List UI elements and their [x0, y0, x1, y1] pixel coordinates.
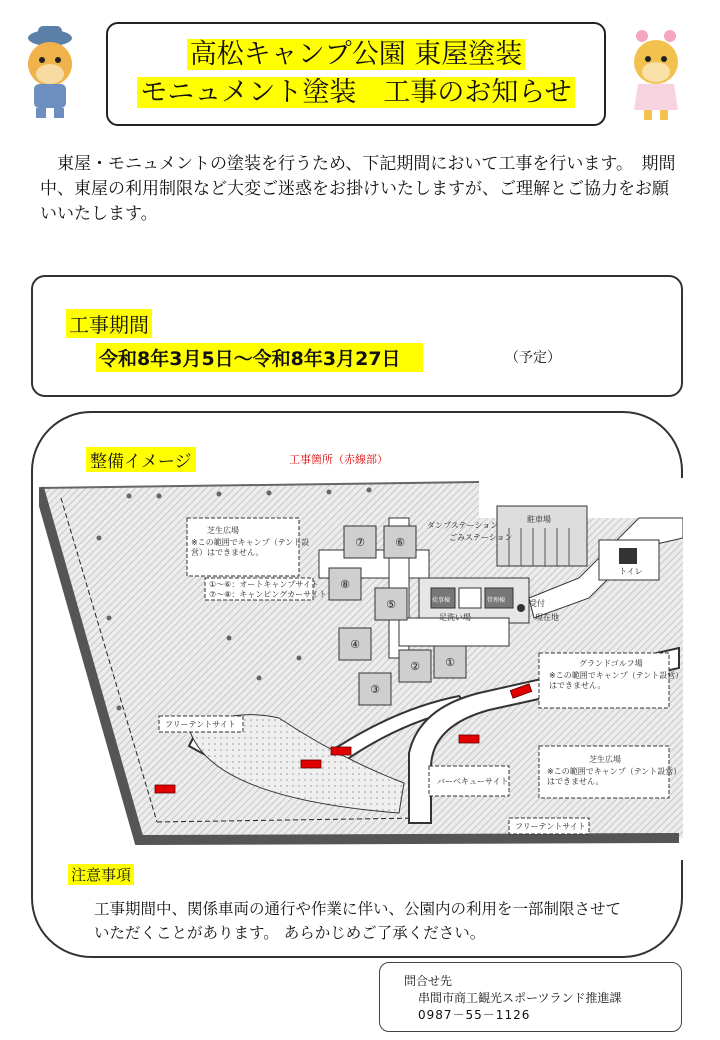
legend-autocamp: ①～⑥：オートキャンプサイト — [209, 580, 319, 589]
construction-marker — [155, 785, 175, 793]
label-shibafu-1: 芝生広場 — [207, 526, 239, 535]
label-ground-golf-note-1: ※この範囲でキャンプ（テント設営） — [549, 671, 683, 680]
site-number-7: ⑦ — [355, 536, 365, 549]
site-number-3: ③ — [370, 683, 380, 696]
label-shibafu-2-note-1: ※この範囲でキャンプ（テント設営） — [547, 767, 682, 776]
label-shibafu-2-note-2: はできません。 — [547, 777, 604, 786]
site-number-5: ⑤ — [386, 598, 396, 611]
label-ground-golf: グランドゴルフ場 — [579, 659, 643, 668]
label-current-location: 現在地 — [535, 613, 559, 622]
mascot-horse-girl-icon — [620, 24, 692, 124]
label-washing: 足洗い場 — [439, 613, 471, 622]
label-bbq: バーベキューサイト — [437, 777, 509, 786]
site-number-1: ① — [445, 656, 455, 669]
label-shower: 炊事棟 — [432, 597, 451, 604]
site-number-2: ② — [410, 660, 420, 673]
construction-marker — [301, 760, 321, 768]
map-title: 整備イメージ — [86, 447, 196, 472]
label-office: 管理棟 — [487, 597, 506, 604]
period-dates: 令和8年3月5日～令和8年3月27日 — [96, 343, 423, 372]
label-shibafu-1-note-2: 営）はできません。 — [191, 548, 264, 557]
label-free-tent-2: フリーテントサイト — [515, 822, 586, 831]
intro-text: 東屋・モニュメントの塗装を行うため、下記期間において工事を行います。 期間中、東屋の利用制限など大変ご迷惑をお掛けいたしますが、ご理解とご協力をお願いいたします。 — [40, 154, 676, 224]
label-dump-station: ダンプステーション — [427, 521, 499, 530]
park-map — [39, 478, 683, 860]
label-garbage-station: ごみステーション — [449, 533, 513, 542]
notes-title: 注意事項 — [68, 864, 134, 885]
period-label: 工事期間 — [66, 309, 152, 338]
contact-label: 問合せ先 — [404, 974, 453, 988]
site-number-6: ⑥ — [395, 536, 405, 549]
construction-marker — [331, 747, 351, 755]
construction-note: 工事箇所（赤線部） — [289, 453, 388, 466]
shibafu-zone-1 — [187, 518, 299, 576]
construction-marker — [459, 735, 479, 743]
label-shibafu-1-note-1: ※この範囲でキャンプ（テント設 — [191, 538, 310, 547]
title-line-2: モニュメント塗装 工事のお知らせ — [108, 76, 604, 110]
label-shibafu-2: 芝生広場 — [589, 755, 621, 764]
site-number-8: ⑧ — [340, 578, 350, 591]
label-reception: 受付 — [529, 599, 545, 608]
title-line-1: 高松キャンプ公園 東屋塗装 — [108, 38, 604, 72]
mascot-horse-cowboy-icon — [14, 24, 86, 124]
label-free-tent-1: フリーテントサイト — [165, 720, 236, 729]
notes-body: 工事期間中、関係車両の通行や作業に伴い、公園内の利用を一部制限させていただくことがあります。 あらかじめご了承ください。 — [94, 900, 622, 942]
site-number-4: ④ — [350, 638, 360, 651]
label-ground-golf-note-2: はできません。 — [549, 681, 606, 690]
label-parking: 駐車場 — [527, 515, 551, 524]
title-box — [106, 22, 606, 126]
legend-campingcar: ⑦～⑧：キャンピングカーサイト — [209, 590, 327, 599]
contact-org: 串間市商工観光スポーツランド推進課 — [418, 991, 622, 1005]
contact-phone: 0987－55－1126 — [418, 1008, 531, 1022]
label-toilet: トイレ — [619, 567, 643, 576]
period-note: （予定） — [505, 350, 561, 366]
